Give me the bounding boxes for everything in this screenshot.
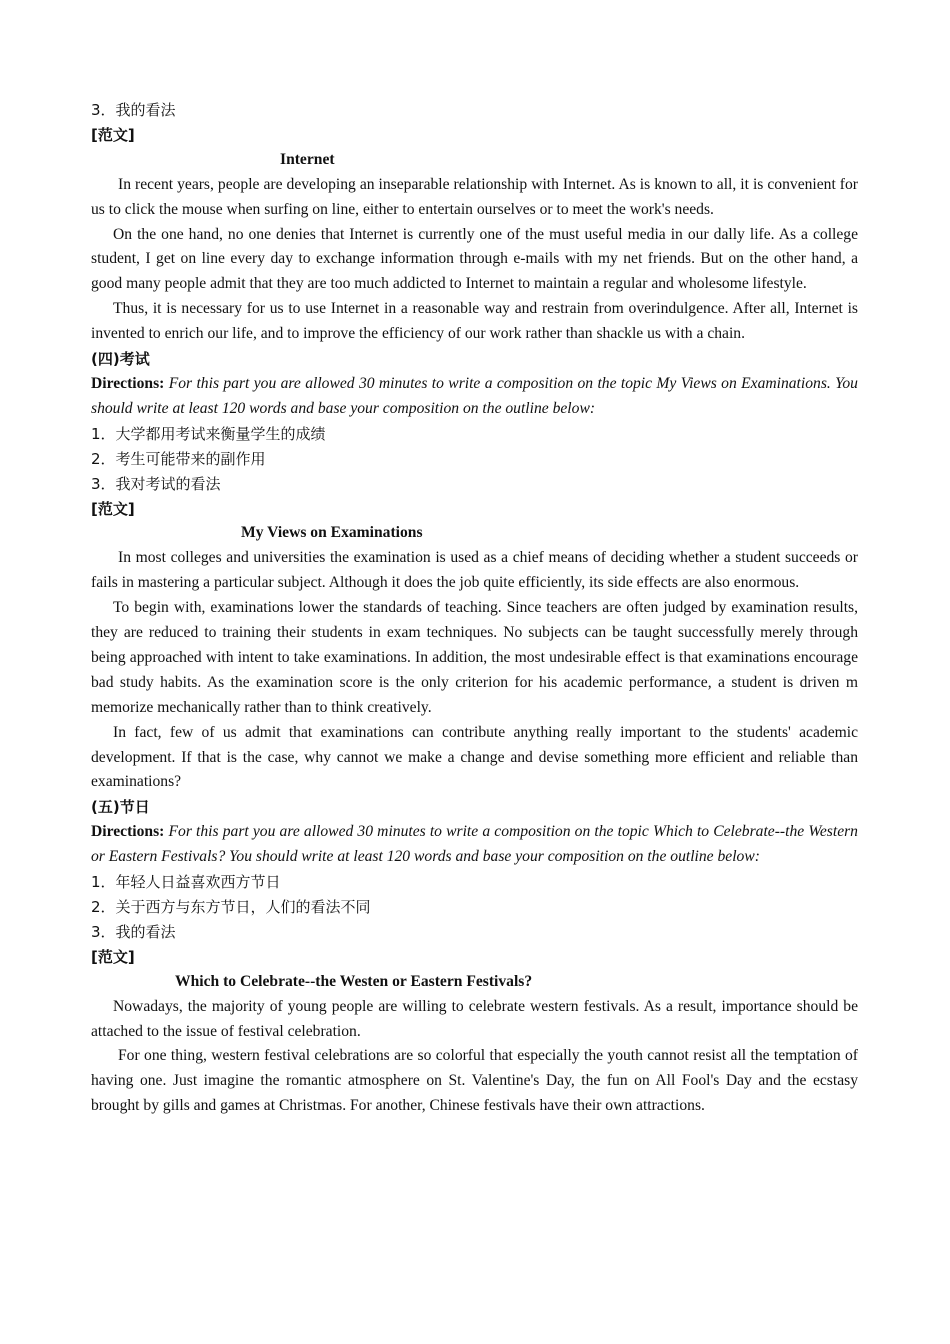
outline-item: 3．我的看法 bbox=[91, 101, 176, 119]
section-heading: (五)节日 bbox=[91, 798, 150, 817]
essay-paragraph: Thus, it is necessary for us to use Internet in a reasonable way and restrain from overindulgence. After all, Internet is invented to enrich our life, and to improve the efficiency of our work rather than shackle us with a chain. bbox=[91, 300, 858, 343]
directions-text: For this part you are allowed 30 minutes to write a composition on the topic My Views on Examinations. You should write at least 120 words and base your composition on the outline below: bbox=[91, 374, 858, 417]
directions bbox=[91, 372, 858, 422]
essay-paragraph: Nowadays, the majority of young people are willing to celebrate western festivals. As a result, importance should be attached to the issue of festival celebration. bbox=[91, 997, 858, 1040]
outline-item: 3．我对考试的看法 bbox=[91, 474, 221, 493]
essay-title: Which to Celebrate--the Westen or Eastern Festivals? bbox=[175, 972, 533, 990]
outline-item: 1．大学都用考试来衡量学生的成绩 bbox=[91, 424, 326, 443]
sample-label: [范文] bbox=[91, 125, 135, 144]
essay-paragraph: In fact, few of us admit that examinations can contribute anything really important to the students' academic development. If that is the case, why cannot we make a change and devise something more efficient and reliable than examinations? bbox=[91, 723, 858, 791]
sample-label: [范文] bbox=[91, 947, 135, 966]
outline-item: 1．年轻人日益喜欢西方节日 bbox=[91, 873, 281, 892]
essay-paragraph: In most colleges and universities the examination is used as a chief means of deciding whether a student succeeds or fails in mastering a particular subject. Although it does the job quite efficiently, its side effects are also enormous. bbox=[91, 549, 858, 592]
sample-label: [范文] bbox=[91, 499, 135, 518]
essay-paragraph: To begin with, examinations lower the standards of teaching. Since teachers are often judged by examination results, they are reduced to training their students in exam techniques. No subjects can be taught successfully merely through being approached with intent to take examinations. In addition, the most undesirable effect is that examinations encourage bad study habits. As the examination score is the only criterion for his academic performance, a student is driven m memorize mechanically rather than to think creatively. bbox=[91, 599, 858, 716]
document-page bbox=[91, 98, 858, 1119]
directions bbox=[91, 820, 858, 870]
outline-item: 2．考生可能带来的副作用 bbox=[91, 449, 266, 468]
section-heading: (四)考试 bbox=[91, 350, 150, 369]
outline-item: 2．关于西方与东方节日，人们的看法不同 bbox=[91, 898, 371, 916]
directions-label: Directions: bbox=[91, 374, 165, 392]
essay-title: Internet bbox=[280, 150, 335, 168]
essay-paragraph: On the one hand, no one denies that Internet is currently one of the must useful media in our dally life. As a college student, I get on line every day to exchange information through e-mails with my net friends. But on the other hand, a good many people admit that they are too much addicted to Internet to maintain a regular and wholesome lifestyle. bbox=[91, 225, 858, 293]
essay-paragraph: In recent years, people are developing an inseparable relationship with Internet. As is known to all, it is convenient for us to click the mouse when surfing on line, either to entertain ourselves or to meet the work's needs. bbox=[91, 175, 858, 218]
essay-paragraph: For one thing, western festival celebrations are so colorful that especially the youth cannot resist all the temptation of having one. Just imagine the romantic atmosphere on St. Valentine's Day, the fun on All Fool's Day and the ecstasy brought by gills and games at Christmas. For another, Chinese festivals have their own attractions. bbox=[91, 1047, 858, 1115]
essay-title: My Views on Examinations bbox=[241, 524, 423, 542]
directions-text: For this part you are allowed 30 minutes to write a composition on the topic Which to Celebrate--the Western or Eastern Festivals? You should write at least 120 words and base your composition on the outline below: bbox=[91, 823, 858, 866]
directions-label: Directions: bbox=[91, 823, 165, 841]
outline-item: 3．我的看法 bbox=[91, 922, 176, 941]
